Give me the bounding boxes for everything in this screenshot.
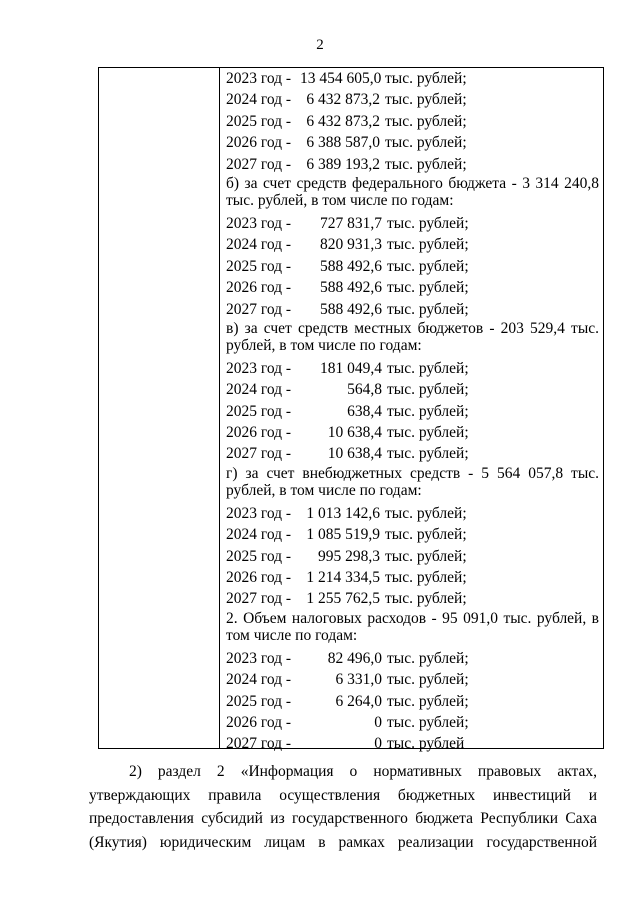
federal-row: 2023 год - 727 831,7 тыс. рублей; bbox=[226, 214, 469, 232]
tax-row: 2024 год - 6 331,0 тыс. рублей; bbox=[226, 671, 469, 689]
tax-list bbox=[226, 648, 599, 755]
local-row: 2023 год - 181 049,4 тыс. рублей; bbox=[226, 359, 469, 377]
federal-row: 2024 год - 820 931,3 тыс. рублей; bbox=[226, 236, 469, 254]
local-row: 2025 год - 638,4 тыс. рублей; bbox=[226, 402, 469, 420]
tax-row: 2027 год - 0 тыс. рублей bbox=[226, 735, 465, 753]
local-row: 2027 год - 10 638,4 тыс. рублей; bbox=[226, 445, 469, 463]
extrabudget-row: 2025 год - 995 298,3 тыс. рублей; bbox=[226, 547, 467, 565]
totals-row: 2026 год - 6 388 587,0 тыс. рублей; bbox=[226, 134, 467, 152]
tax-heading: 2. Объем налоговых расходов - 95 091,0 тыс. рублей, в том числе по годам: bbox=[226, 609, 599, 644]
federal-row: 2027 год - 588 492,6 тыс. рублей; bbox=[226, 300, 469, 318]
extrabudget-heading: г) за счет внебюджетных средств - 5 564 057,8 тыс. рублей, в том числе по годам: bbox=[226, 464, 599, 499]
local-heading: в) за счет средств местных бюджетов - 203 529,4 тыс. рублей, в том числе по годам: bbox=[226, 319, 599, 354]
funding-table bbox=[98, 67, 604, 753]
tax-row: 2025 год - 6 264,0 тыс. рублей; bbox=[226, 692, 469, 710]
totals-row: 2024 год - 6 432 873,2 тыс. рублей; bbox=[226, 91, 467, 109]
federal-heading: б) за счет средств федерального бюджета - 3 314 240,8 тыс. рублей, в том числе по годам: bbox=[226, 174, 599, 209]
local-row: 2026 год - 10 638,4 тыс. рублей; bbox=[226, 424, 469, 442]
extrabudget-row: 2027 год - 1 255 762,5 тыс. рублей; bbox=[226, 590, 467, 608]
extrabudget-row: 2026 год - 1 214 334,5 тыс. рублей; bbox=[226, 569, 467, 587]
totals-row: 2027 год - 6 389 193,2 тыс. рублей; bbox=[226, 155, 467, 173]
totals-row: 2025 год - 6 432 873,2 тыс. рублей; bbox=[226, 112, 467, 130]
extrabudget-list bbox=[226, 503, 599, 610]
funding-cell bbox=[226, 68, 599, 755]
tax-row: 2026 год - 0 тыс. рублей; bbox=[226, 713, 469, 731]
totals-list bbox=[226, 68, 599, 175]
extrabudget-row: 2024 год - 1 085 519,9 тыс. рублей; bbox=[226, 526, 467, 544]
page-number: 2 bbox=[316, 37, 324, 53]
local-list bbox=[226, 358, 599, 465]
column-divider bbox=[219, 68, 220, 748]
extrabudget-row: 2023 год - 1 013 142,6 тыс. рублей; bbox=[226, 504, 467, 522]
totals-row: 2023 год - 13 454 605,0 тыс. рублей; bbox=[226, 70, 467, 87]
tax-row: 2023 год - 82 496,0 тыс. рублей; bbox=[226, 649, 469, 667]
body-paragraph-text: 2) раздел 2 «Информация о нормативных правовых актах, утверждающих правила осуществления бюджетных инвестиций и предоставления субсидий из государственного бюджета Республики Саха (Якутия) юридическим лицам в рамках реализации государственной bbox=[89, 763, 597, 851]
body-paragraph bbox=[89, 760, 597, 854]
federal-row: 2026 год - 588 492,6 тыс. рублей; bbox=[226, 279, 469, 297]
local-row: 2024 год - 564,8 тыс. рублей; bbox=[226, 381, 469, 399]
federal-row: 2025 год - 588 492,6 тыс. рублей; bbox=[226, 257, 469, 275]
federal-list bbox=[226, 213, 599, 320]
